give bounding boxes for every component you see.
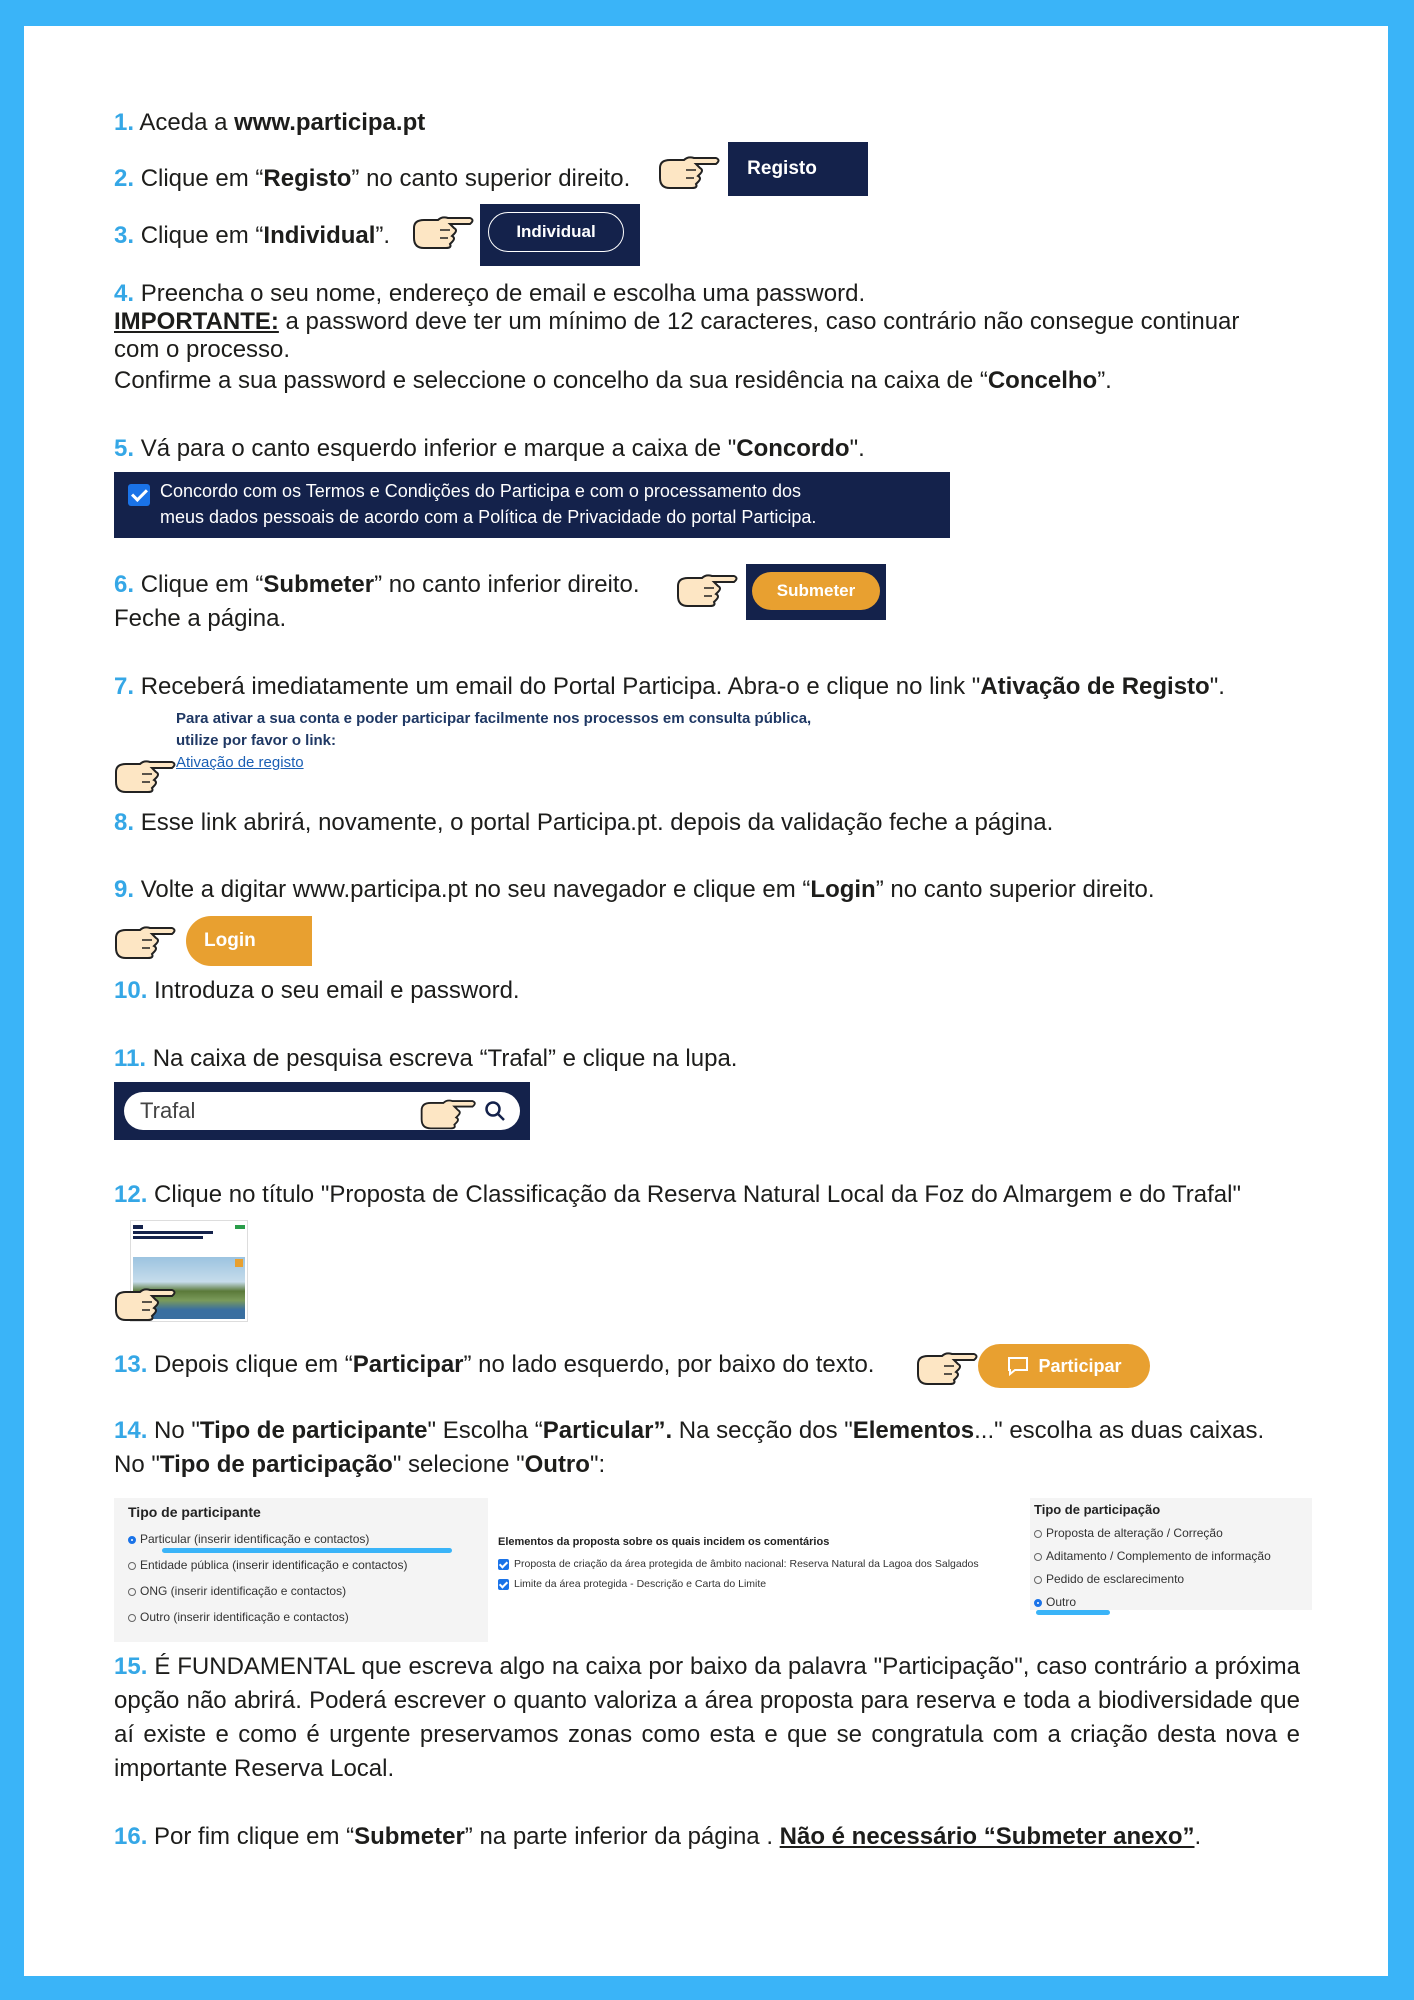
tipo-participante-panel: Tipo de participante Particular (inserir identificação e contactos) Entidade pública (inserir identificação e contactos) ONG (inserir identificação e contactos) Outro (inserir identificação e contactos) (114, 1498, 488, 1642)
pointing-hand-icon (656, 148, 722, 192)
submeter-button-image: Submeter (746, 564, 886, 620)
step-14-line-2: No "Tipo de participação" selecione "Outro": (114, 1451, 606, 1478)
step-6-line-2: Feche a página. (114, 605, 287, 632)
elementos-panel: Elementos da proposta sobre os quais incidem os comentários Proposta de criação da área protegida de âmbito nacional: Reserva Natural da Lagoa dos Salgados Limite da área protegida - Descrição e Carta do Limite (488, 1498, 1030, 1610)
participar-button-image: Participar (978, 1344, 1150, 1388)
step-13: 13. Depois clique em “Participar” no lado esquerdo, por baixo do texto. (114, 1351, 875, 1378)
pointing-hand-icon (112, 918, 178, 962)
pointing-hand-icon (914, 1344, 980, 1388)
step-7: 7. Receberá imediatamente um email do Portal Participa. Abra-o e clique no link "Ativação de Registo". (114, 673, 1225, 700)
pointing-hand-icon (418, 1092, 478, 1132)
pointing-hand-icon (674, 566, 740, 610)
checkbox-checked-icon (128, 484, 150, 506)
step-15: 15. É FUNDAMENTAL que escreva algo na caixa por baixo da palavra "Participação", caso contrário a próxima opção não abrirá. Poderá escrever o quanto valoriza a área proposta para reserva e toda a biodiversidade que aí existe e como é urgente preservamos zonas como esta e que se congratula com a criação desta nova e importante Reserva Local. (114, 1653, 1300, 1782)
radio-aditamento[interactable]: Aditamento / Complemento de informação (1034, 1545, 1271, 1568)
concordo-checkbox-image: Concordo com os Termos e Condições do Participa e com o processamento dos meus dados pessoais de acordo com a Política de Privacidade do portal Participa. (114, 472, 950, 538)
radio-entidade-publica[interactable]: Entidade pública (inserir identificação e contactos) (128, 1554, 407, 1576)
radio-outro-participacao[interactable]: Outro (1034, 1591, 1271, 1614)
pointing-hand-icon (410, 208, 476, 252)
pointing-hand-icon (112, 752, 178, 796)
checkbox-limite[interactable]: Limite da área protegida - Descrição e Carta do Limite (498, 1574, 979, 1594)
step-1: 1. Aceda a www.participa.pt (114, 109, 426, 136)
registo-button-image: Registo (728, 142, 868, 196)
step-11: 11. Na caixa de pesquisa escreva “Trafal” e clique na lupa. (114, 1045, 738, 1072)
ativacao-link[interactable]: Ativação de registo (176, 754, 304, 771)
radio-outro-participante[interactable]: Outro (inserir identificação e contactos) (128, 1606, 407, 1628)
step-4-line-4: Confirme a sua password e seleccione o concelho da sua residência na caixa de “Concelho”. (114, 367, 1112, 394)
outro-highlight (1036, 1610, 1110, 1615)
tipo-participacao-panel: Tipo de participação Proposta de alteração / Correção Aditamento / Complemento de informação Pedido de esclarecimento Outro (1030, 1498, 1312, 1610)
checkbox-proposta[interactable]: Proposta de criação da área protegida de âmbito nacional: Reserva Natural da Lagoa dos Salgados (498, 1554, 979, 1574)
step-4-line-3: com o processo. (114, 336, 291, 363)
step-10: 10. Introduza o seu email e password. (114, 977, 520, 1004)
radio-pedido-esclarecimento[interactable]: Pedido de esclarecimento (1034, 1568, 1271, 1591)
participa-url: www.participa.pt (234, 109, 426, 136)
step-3: 3. Clique em “Individual”. (114, 222, 391, 249)
radio-proposta-alteracao[interactable]: Proposta de alteração / Correção (1034, 1522, 1271, 1545)
speech-bubble-icon (1006, 1355, 1030, 1377)
step-16: 16. Por fim clique em “Submeter” na parte inferior da página . Não é necessário “Submeter anexo”. (114, 1823, 1202, 1850)
step-6: 6. Clique em “Submeter” no canto inferior direito. (114, 571, 640, 598)
step-4-line-1: 4. Preencha o seu nome, endereço de email e escolha uma password. (114, 280, 866, 307)
login-button-image: Login (186, 916, 312, 966)
step-4-line-2: IMPORTANTE: a password deve ter um mínimo de 12 caracteres, caso contrário não consegue continuar (114, 308, 1240, 335)
step-8: 8. Esse link abrirá, novamente, o portal Participa.pt. depois da validação feche a página. (114, 809, 1054, 836)
step-14-line-1: 14. No "Tipo de participante" Escolha “Particular”. Na secção dos "Elementos..." escolha as duas caixas. (114, 1417, 1265, 1444)
step-5: 5. Vá para o canto esquerdo inferior e marque a caixa de "Concordo". (114, 435, 865, 462)
step-12: 12. Clique no título "Proposta de Classificação da Reserva Natural Local da Foz do Almargem e do Trafal" (114, 1181, 1241, 1208)
search-icon[interactable] (484, 1100, 506, 1122)
radio-particular[interactable]: Particular (inserir identificação e contactos) (128, 1528, 407, 1550)
search-box-image (114, 1082, 530, 1140)
search-input[interactable]: Trafal (140, 1098, 196, 1123)
step-9: 9. Volte a digitar www.participa.pt no seu navegador e clique em “Login” no canto superior direito. (114, 876, 1155, 903)
individual-button-image: Individual (480, 204, 640, 266)
step-2: 2. Clique em “Registo” no canto superior direito. (114, 165, 631, 192)
pointing-hand-icon (112, 1280, 178, 1324)
email-snippet: Para ativar a sua conta e poder participar facilmente nos processos em consulta pública, utilize por favor o link: (176, 710, 812, 749)
radio-ong[interactable]: ONG (inserir identificação e contactos) (128, 1580, 407, 1602)
